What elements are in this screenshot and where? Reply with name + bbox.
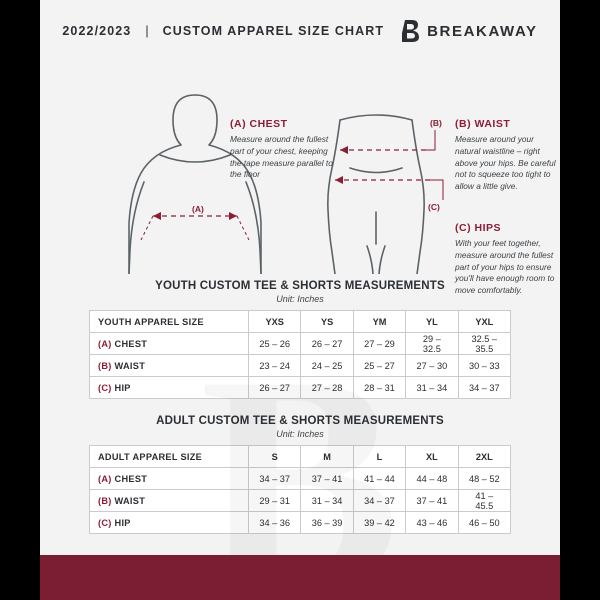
- youth-cell-1-2: 25 – 27: [353, 355, 405, 377]
- table-row: [90, 355, 511, 377]
- adult-cell-2-1: 36 – 39: [301, 512, 353, 534]
- adult-measurements-block: [40, 415, 560, 534]
- row-code: (A): [98, 473, 112, 484]
- youth-cell-1-0: 23 – 24: [249, 355, 301, 377]
- callout-waist-title: (B) WAIST: [455, 118, 511, 130]
- row-name: HIP: [114, 517, 131, 528]
- adult-row-2-label: [90, 512, 249, 534]
- youth-col-header-4: YL: [406, 311, 458, 333]
- youth-cell-2-3: 31 – 34: [406, 377, 458, 399]
- youth-cell-0-0: 25 – 26: [249, 333, 301, 355]
- youth-cell-0-4: 32.5 – 35.5: [458, 333, 510, 355]
- youth-row-1-label: [90, 355, 249, 377]
- youth-col-header-2: YS: [301, 311, 353, 333]
- adult-col-header-2: M: [301, 446, 353, 468]
- chest-tag: (A): [192, 204, 204, 214]
- youth-row-2-label: [90, 377, 249, 399]
- footer-bar: [40, 555, 560, 600]
- youth-col-header-3: YM: [353, 311, 405, 333]
- callout-waist-body: Measure around your natural waistline – right above your hips. Be careful not to squeeze too tight to allow a little give.: [455, 134, 556, 192]
- page-header: [40, 0, 560, 62]
- youth-measurements-table: [89, 310, 511, 399]
- youth-cell-2-2: 28 – 31: [353, 377, 405, 399]
- adult-row-1-label: [90, 490, 249, 512]
- adult-cell-2-4: 46 – 50: [458, 512, 510, 534]
- adult-cell-0-2: 41 – 44: [353, 468, 405, 490]
- youth-cell-2-0: 26 – 27: [249, 377, 301, 399]
- youth-table-unit: Unit: Inches: [276, 294, 324, 304]
- callout-hips-title: (C) HIPS: [455, 222, 501, 234]
- waist-tag: (B): [430, 118, 442, 128]
- table-row: [90, 512, 511, 534]
- table-row: [90, 333, 511, 355]
- row-code: (B): [98, 360, 112, 371]
- youth-cell-2-4: 34 – 37: [458, 377, 510, 399]
- callout-hips: [455, 222, 559, 297]
- row-name: WAIST: [114, 495, 146, 506]
- youth-col-header-5: YXL: [458, 311, 510, 333]
- adult-cell-2-0: 34 – 36: [249, 512, 301, 534]
- table-row: [90, 468, 511, 490]
- table-header-row: [90, 311, 511, 333]
- table-row: [90, 490, 511, 512]
- brand-name: BREAKAWAY: [427, 22, 538, 40]
- row-name: CHEST: [114, 473, 148, 484]
- size-chart-page: [40, 0, 560, 600]
- callout-chest: [230, 118, 334, 181]
- callout-waist: [455, 118, 559, 193]
- youth-row-0-label: [90, 333, 249, 355]
- youth-cell-1-1: 24 – 25: [301, 355, 353, 377]
- row-name: CHEST: [114, 338, 148, 349]
- adult-table-title: ADULT CUSTOM TEE & SHORTS MEASUREMENTS: [156, 415, 444, 427]
- adult-row-0-label: [90, 468, 249, 490]
- adult-col-header-3: L: [353, 446, 405, 468]
- table-header-row: [90, 446, 511, 468]
- row-code: (C): [98, 517, 112, 528]
- callout-chest-title: (A) CHEST: [230, 118, 288, 130]
- adult-cell-2-3: 43 – 46: [406, 512, 458, 534]
- brand-lockup: [398, 19, 538, 43]
- youth-cell-0-3: 29 – 32.5: [406, 333, 458, 355]
- youth-cell-2-1: 27 – 28: [301, 377, 353, 399]
- adult-cell-1-1: 31 – 34: [301, 490, 353, 512]
- adult-table-unit: Unit: Inches: [276, 429, 324, 439]
- page-title: CUSTOM APPAREL SIZE CHART: [162, 24, 385, 38]
- callout-chest-body: Measure around the fullest part of your chest, keeping the tape measure parallel to the floor: [230, 134, 333, 180]
- adult-cell-2-2: 39 – 42: [353, 512, 405, 534]
- youth-cell-1-4: 30 – 33: [458, 355, 510, 377]
- adult-cell-0-3: 44 – 48: [406, 468, 458, 490]
- row-code: (A): [98, 338, 112, 349]
- youth-cell-0-2: 27 – 29: [353, 333, 405, 355]
- adult-col-header-5: 2XL: [458, 446, 510, 468]
- adult-cell-1-0: 29 – 31: [249, 490, 301, 512]
- adult-cell-1-2: 34 – 37: [353, 490, 405, 512]
- hips-tag: (C): [428, 202, 440, 212]
- adult-cell-0-0: 34 – 37: [249, 468, 301, 490]
- row-code: (C): [98, 382, 112, 393]
- youth-cell-0-1: 26 – 27: [301, 333, 353, 355]
- header-separator: |: [145, 24, 149, 38]
- adult-measurements-table: [89, 445, 511, 534]
- youth-cell-1-3: 27 – 30: [406, 355, 458, 377]
- adult-cell-1-3: 37 – 41: [406, 490, 458, 512]
- adult-col-header-4: XL: [406, 446, 458, 468]
- row-name: WAIST: [114, 360, 146, 371]
- row-name: HIP: [114, 382, 131, 393]
- header-season: 2022/2023: [62, 24, 132, 38]
- breakaway-b-logo-icon: [398, 19, 420, 43]
- youth-col-header-1: YXS: [249, 311, 301, 333]
- adult-col-header-1: S: [249, 446, 301, 468]
- youth-table-title: YOUTH CUSTOM TEE & SHORTS MEASUREMENTS: [155, 280, 445, 292]
- adult-cell-0-4: 48 – 52: [458, 468, 510, 490]
- adult-cell-0-1: 37 – 41: [301, 468, 353, 490]
- row-code: (B): [98, 495, 112, 506]
- adult-col-header-0: ADULT APPAREL SIZE: [90, 446, 249, 468]
- youth-col-header-0: YOUTH APPAREL SIZE: [90, 311, 249, 333]
- adult-cell-1-4: 41 – 45.5: [458, 490, 510, 512]
- table-row: [90, 377, 511, 399]
- callout-hips-body: With your feet together, measure around the fullest part of your hips to ensure you'll have enough room to move comfortably.: [455, 238, 555, 296]
- youth-measurements-block: [40, 280, 560, 399]
